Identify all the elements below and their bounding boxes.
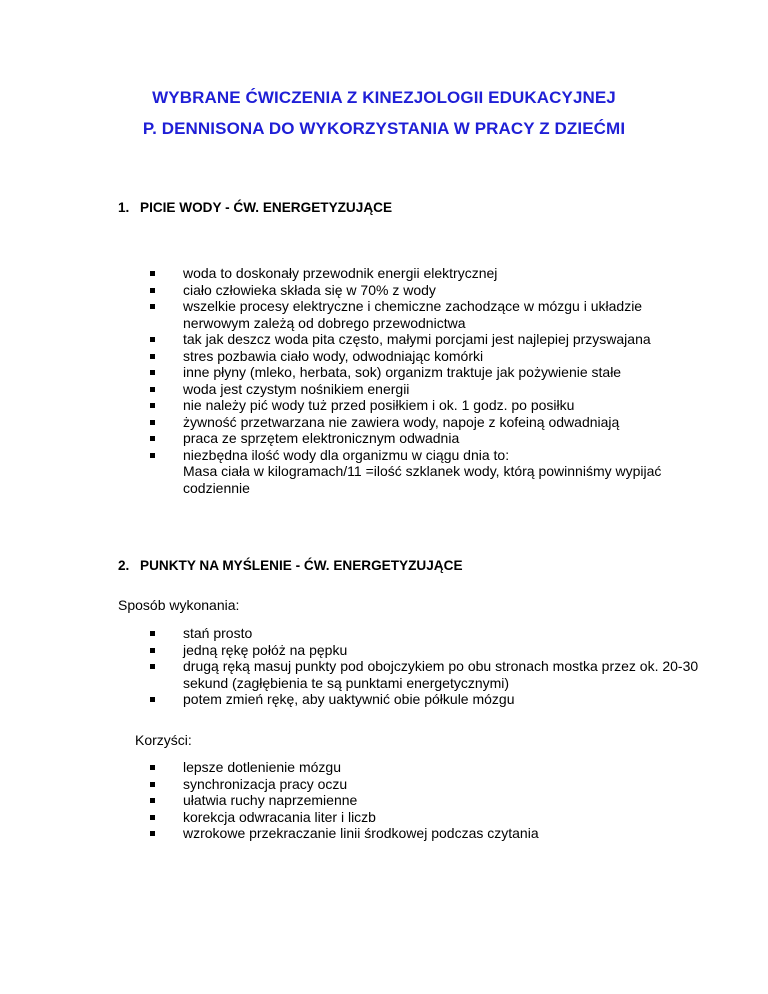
square-bullet-icon bbox=[150, 664, 155, 669]
section-2-benefits-list bbox=[150, 759, 710, 842]
list-item-text: lepsze dotlenienie mózgu bbox=[183, 759, 341, 775]
list-item-text: niezbędna ilość wody dla organizmu w ciągu dnia to: bbox=[183, 446, 510, 463]
section-2-heading bbox=[118, 558, 463, 573]
section-2-steps-list bbox=[150, 625, 710, 708]
document-title-line-2: P. DENNISONA DO WYKORZYSTANIA W PRACY Z DZIEĆMI bbox=[142, 119, 626, 138]
list-item bbox=[150, 759, 710, 776]
list-item bbox=[150, 430, 710, 447]
square-bullet-icon bbox=[150, 420, 155, 425]
section-2-heading-text: PUNKTY NA MYŚLENIE - ĆW. ENERGETYZUJĄCE bbox=[140, 558, 463, 573]
list-item-text: stań prosto bbox=[183, 625, 253, 641]
list-item-text: ciało człowieka składa się w 70% z wody bbox=[183, 281, 436, 298]
square-bullet-icon bbox=[150, 337, 155, 342]
list-item bbox=[150, 809, 710, 826]
list-item-text: woda to doskonały przewodnik energii elektrycznej bbox=[183, 265, 498, 281]
square-bullet-icon bbox=[150, 815, 155, 820]
list-item bbox=[150, 397, 710, 414]
list-item bbox=[150, 298, 710, 331]
list-item bbox=[150, 364, 710, 381]
list-item bbox=[150, 447, 710, 497]
list-item-text: woda jest czystym nośnikiem energii bbox=[183, 380, 410, 397]
water-formula-text: Masa ciała w kilogramach/11 =ilość szklanek wody, którą powinniśmy wypijać codziennie bbox=[183, 463, 662, 496]
benefits-label: Korzyści: bbox=[135, 732, 192, 748]
list-item bbox=[150, 265, 710, 282]
list-item-text: inne płyny (mleko, herbata, sok) organizm traktuje jak pożywienie stałe bbox=[183, 364, 622, 380]
square-bullet-icon bbox=[150, 782, 155, 787]
square-bullet-icon bbox=[150, 697, 155, 702]
list-item bbox=[150, 282, 710, 299]
list-item bbox=[150, 331, 710, 348]
square-bullet-icon bbox=[150, 288, 155, 293]
section-1-number: 1. bbox=[118, 200, 130, 215]
square-bullet-icon bbox=[150, 436, 155, 441]
list-item bbox=[150, 776, 710, 793]
list-item-text: synchronizacja pracy oczu bbox=[183, 775, 348, 792]
list-item-text: ułatwia ruchy naprzemienne bbox=[183, 792, 358, 808]
list-item bbox=[150, 658, 710, 691]
section-1-heading-text: PICIE WODY - ĆW. ENERGETYZUJĄCE bbox=[140, 200, 393, 215]
list-item-text: praca ze sprzętem elektronicznym odwadnia bbox=[183, 430, 460, 446]
section-2-intro: Sposób wykonania: bbox=[118, 597, 240, 613]
square-bullet-icon bbox=[150, 271, 155, 276]
square-bullet-icon bbox=[150, 831, 155, 836]
list-item-text: drugą ręką masuj punkty pod obojczykiem po obu stronach mostka przez ok. 20-30 sekund (zagłębienia te są punktami energetycznymi) bbox=[183, 658, 699, 691]
list-item-text: potem zmień rękę, aby uaktywnić obie półkule mózgu bbox=[183, 691, 515, 707]
list-item bbox=[150, 381, 710, 398]
list-item-text: wzrokowe przekraczanie linii środkowej podczas czytania bbox=[183, 825, 539, 841]
list-item-text: wszelkie procesy elektryczne i chemiczne zachodzące w mózgu i układzie nerwowym zależą od dobrego przewodnictwa bbox=[183, 298, 643, 331]
list-item bbox=[150, 642, 710, 659]
section-1-list bbox=[150, 265, 710, 496]
square-bullet-icon bbox=[150, 631, 155, 636]
list-item bbox=[150, 691, 710, 708]
square-bullet-icon bbox=[150, 387, 155, 392]
section-1-heading bbox=[118, 200, 392, 215]
section-2-number: 2. bbox=[118, 558, 130, 573]
list-item-text: stres pozbawia ciało wody, odwodniając komórki bbox=[183, 347, 484, 364]
square-bullet-icon bbox=[150, 354, 155, 359]
square-bullet-icon bbox=[150, 765, 155, 770]
list-item bbox=[150, 625, 710, 642]
square-bullet-icon bbox=[150, 403, 155, 408]
list-item bbox=[150, 825, 710, 842]
square-bullet-icon bbox=[150, 304, 155, 309]
list-item-text: jedną rękę połóż na pępku bbox=[183, 641, 348, 658]
list-item bbox=[150, 348, 710, 365]
square-bullet-icon bbox=[150, 453, 155, 458]
list-item-text: tak jak deszcz woda pita często, małymi porcjami jest najlepiej przyswajana bbox=[183, 331, 651, 347]
list-item bbox=[150, 414, 710, 431]
list-item bbox=[150, 792, 710, 809]
square-bullet-icon bbox=[150, 648, 155, 653]
square-bullet-icon bbox=[150, 370, 155, 375]
list-item-text: nie należy pić wody tuż przed posiłkiem i ok. 1 godz. po posiłku bbox=[183, 397, 575, 413]
list-item-text: żywność przetwarzana nie zawiera wody, napoje z kofeiną odwadniają bbox=[183, 413, 620, 430]
document-title-line-1: WYBRANE ĆWICZENIA Z KINEZJOLOGII EDUKACYJNEJ bbox=[152, 88, 616, 107]
square-bullet-icon bbox=[150, 798, 155, 803]
list-item-text: korekcja odwracania liter i liczb bbox=[183, 808, 376, 825]
